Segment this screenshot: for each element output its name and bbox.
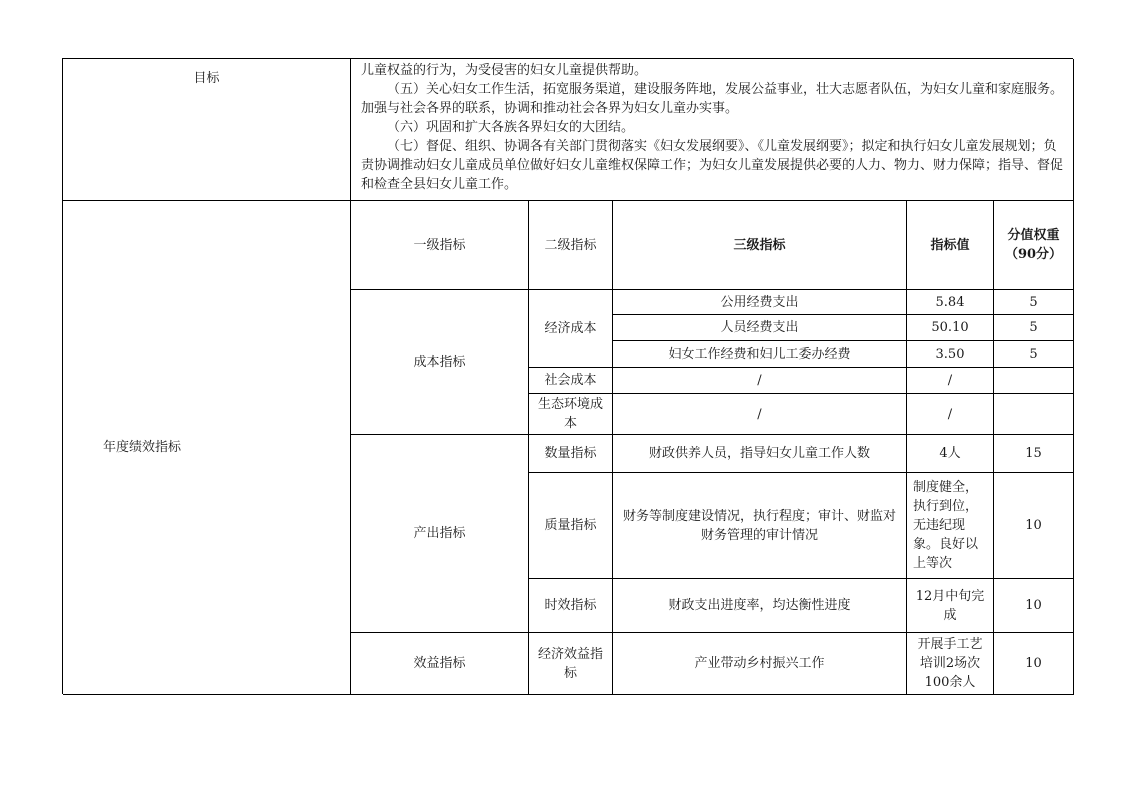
cost-row-3-name-text: 妇女工作经费和妇儿工委办经费 bbox=[668, 346, 851, 362]
goal-line-4: （七）督促、组织、协调各有关部门贯彻落实《妇女发展纲要》、《儿童发展纲要》；拟定和执行妇女儿童发展规划；负责协调推动妇女儿童成员单位做好妇女儿童维权保障工作；为妇女儿童发展提供必要的人力、物力、财力保障；指导、督促和检查全县妇女儿童工作。 bbox=[361, 139, 1064, 192]
quality-indicator-label bbox=[529, 473, 613, 579]
social-cost-value bbox=[907, 368, 994, 394]
header-level2-text: 二级指标 bbox=[544, 237, 597, 253]
social-cost-weight bbox=[994, 368, 1074, 394]
time-weight-text: 10 bbox=[1025, 598, 1042, 613]
quantity-label-text: 数量指标 bbox=[544, 446, 597, 461]
quantity-indicator-label bbox=[529, 435, 613, 473]
cost-row-1-value-text: 5.84 bbox=[935, 294, 965, 310]
cost-row-1-value bbox=[907, 290, 994, 315]
quality-value-text: 制度健全，执行到位，无违纪现象。良好以上等次 bbox=[913, 480, 979, 571]
eco-cost-value-text: / bbox=[947, 406, 953, 422]
header-level2 bbox=[529, 201, 613, 290]
header-value bbox=[907, 201, 994, 290]
quantity-indicator-value bbox=[907, 435, 994, 473]
eco-cost-label bbox=[529, 394, 613, 435]
cost-row-3-value bbox=[907, 341, 994, 368]
benefit-weight-text: 10 bbox=[1025, 656, 1042, 671]
goal-line-1: 儿童权益的行为，为受侵害的妇女儿童提供帮助。 bbox=[361, 63, 648, 78]
economic-cost-text: 经济成本 bbox=[544, 321, 597, 336]
time-name-text: 财政支出进度率，均达衡性进度 bbox=[668, 598, 851, 613]
time-label-text: 时效指标 bbox=[544, 598, 597, 613]
economic-benefit-label bbox=[529, 633, 613, 695]
header-level3-text: 三级指标 bbox=[733, 237, 786, 253]
annual-label-text: 年度绩效指标 bbox=[103, 440, 182, 455]
eco-cost-name-text: / bbox=[757, 406, 762, 422]
cost-row-2-value-text: 50.10 bbox=[931, 320, 969, 335]
cost-label-text: 成本指标 bbox=[413, 354, 466, 370]
quantity-indicator-name bbox=[613, 435, 907, 473]
benefit-label-text: 效益指标 bbox=[413, 656, 466, 671]
goal-line-2: （五）关心妇女工作生活，拓宽服务渠道，建设服务阵地，发展公益事业，壮大志愿者队伍，为妇女儿童和家庭服务。加强与社会各界的联系，协调和推动社会各界为妇女儿童办实事。 bbox=[361, 82, 1064, 116]
social-cost-label bbox=[529, 368, 613, 394]
benefit-indicator-label bbox=[351, 633, 529, 695]
cost-row-1-name-text: 公用经费支出 bbox=[720, 294, 799, 310]
quantity-weight-text: 15 bbox=[1025, 446, 1042, 461]
time-indicator-name bbox=[613, 579, 907, 633]
output-indicator-label bbox=[351, 435, 529, 633]
time-value-text: 12月中旬完成 bbox=[915, 588, 985, 623]
header-level3 bbox=[613, 201, 907, 290]
time-indicator-weight bbox=[994, 579, 1074, 633]
performance-table bbox=[62, 58, 1073, 694]
quality-label-text: 质量指标 bbox=[544, 518, 597, 533]
goal-content bbox=[351, 59, 1074, 201]
cost-row-1-name bbox=[613, 290, 907, 315]
eco-cost-weight bbox=[994, 394, 1074, 435]
cost-row-3-weight-text: 5 bbox=[1029, 346, 1038, 362]
benefit-indicator-name bbox=[613, 633, 907, 695]
quality-indicator-weight bbox=[994, 473, 1074, 579]
social-cost-name bbox=[613, 368, 907, 394]
cost-row-2-weight-text: 5 bbox=[1029, 320, 1038, 335]
cost-row-3-value-text: 3.50 bbox=[935, 346, 965, 362]
cost-row-1-weight bbox=[994, 290, 1074, 315]
header-level1-text: 一级指标 bbox=[413, 237, 466, 253]
cost-row-3-name bbox=[613, 341, 907, 368]
quality-name-text: 财务等制度建设情况，执行程度；审计、财监对财务管理的审计情况 bbox=[622, 508, 896, 543]
benefit-indicator-weight bbox=[994, 633, 1074, 695]
cost-row-2-name-text: 人员经费支出 bbox=[720, 320, 799, 335]
time-indicator-value bbox=[907, 579, 994, 633]
social-cost-text: 社会成本 bbox=[544, 373, 597, 388]
economic-cost-label bbox=[529, 290, 613, 368]
header-weight bbox=[994, 201, 1074, 290]
goal-label-cell bbox=[63, 59, 351, 201]
quality-indicator-name bbox=[613, 473, 907, 579]
header-weight-text: 分值权重（90分） bbox=[1004, 228, 1063, 262]
cost-row-3-weight bbox=[994, 341, 1074, 368]
cost-indicator-label bbox=[351, 290, 529, 435]
social-cost-value-text: / bbox=[947, 373, 953, 388]
cost-row-1-weight-text: 5 bbox=[1029, 294, 1038, 310]
goal-label: 目标 bbox=[193, 71, 220, 86]
quantity-value-text: 4人 bbox=[939, 446, 961, 461]
output-label-text: 产出指标 bbox=[413, 526, 466, 541]
header-value-text: 指标值 bbox=[930, 237, 970, 253]
goal-line-3: （六）巩固和扩大各族各界妇女的大团结。 bbox=[387, 120, 635, 135]
social-cost-name-text: / bbox=[757, 373, 762, 388]
header-level1 bbox=[351, 201, 529, 290]
eco-cost-value bbox=[907, 394, 994, 435]
quantity-name-text: 财政供养人员，指导妇女儿童工作人数 bbox=[648, 446, 870, 461]
eco-cost-text: 生态环境成本 bbox=[537, 397, 603, 431]
cost-row-2-weight bbox=[994, 315, 1074, 341]
benefit-name-text: 产业带动乡村振兴工作 bbox=[694, 656, 825, 671]
quality-weight-text: 10 bbox=[1025, 518, 1042, 533]
quality-indicator-value bbox=[907, 473, 994, 579]
eco-cost-name bbox=[613, 394, 907, 435]
annual-indicators-label bbox=[63, 201, 351, 695]
quantity-indicator-weight bbox=[994, 435, 1074, 473]
cost-row-2-name bbox=[613, 315, 907, 341]
benefit-indicator-value bbox=[907, 633, 994, 695]
time-indicator-label bbox=[529, 579, 613, 633]
economic-benefit-text: 经济效益指标 bbox=[537, 646, 603, 681]
cost-row-2-value bbox=[907, 315, 994, 341]
benefit-value-text: 开展手工艺培训2场次100余人 bbox=[917, 637, 983, 690]
